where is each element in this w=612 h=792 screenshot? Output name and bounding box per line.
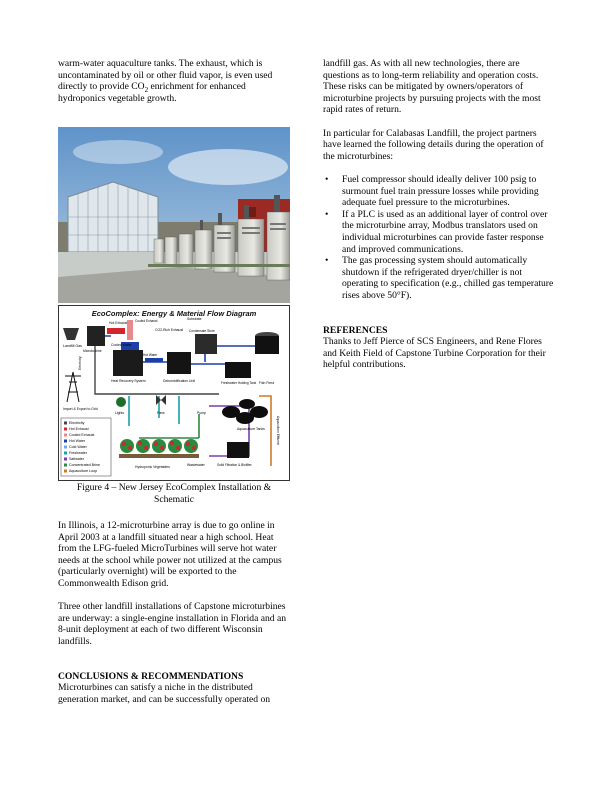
- label-microturbine: Microturbine: [83, 349, 102, 353]
- bullet-icon: •: [325, 208, 329, 220]
- label-wastewater: Wastewater: [187, 463, 205, 467]
- legend-label: Hot Exhaust: [69, 427, 89, 431]
- diagram-svg: [59, 306, 289, 480]
- legend-swatch: [64, 428, 67, 431]
- diagram-title: EcoComplex: Energy & Material Flow Diagram: [91, 309, 257, 318]
- label-heat-recovery: Heat Recovery System: [111, 379, 146, 383]
- legend-label: Aquaculture Loop: [69, 469, 98, 473]
- paragraph-references: Thanks to Jeff Pierce of SCS Engineers, and Rene Flores and Keith Field of Capstone Turbine Corporation for their helpful contributions.: [323, 336, 546, 371]
- label-lights: Lights: [115, 411, 125, 415]
- photo-illustration: [58, 127, 290, 303]
- legend-label: Cold Water: [69, 445, 87, 449]
- legend-swatch: [64, 458, 67, 461]
- list-item: • The gas processing system should automatically shutdown if the refrigerated dryer/chiller is not operating to specification (e.g., chilled gas temperature rises above 50°F).: [325, 255, 554, 301]
- legend-swatch: [64, 446, 67, 449]
- label-electricity: Electricity: [78, 356, 82, 370]
- legend-swatch: [64, 452, 67, 455]
- label-co2-rich: CO2-Rich Exhaust: [155, 328, 184, 332]
- legend-label: Concentrated Brine: [69, 463, 100, 467]
- label-cooled-water: Cooled Water: [111, 343, 132, 347]
- heading-conclusions: CONCLUSIONS & RECOMMENDATIONS: [58, 670, 244, 682]
- figure-caption: Figure 4 – New Jersey EcoComplex Installation & Schematic: [76, 482, 272, 505]
- label-landfill-gas: Landfill Gas: [63, 344, 82, 348]
- paragraph-other-installations: Three other landfill installations of Capstone microturbines are underway: a single-engine installation in Florida and an 8-unit deployment at each of two different Wisconsin landfills.: [58, 601, 287, 647]
- bullet-icon: •: [325, 173, 329, 185]
- label-export: Import & Export to Grid: [63, 407, 98, 411]
- label-cooled-exhaust: Cooled Exhaust: [135, 319, 158, 323]
- left-column-top: [58, 58, 290, 104]
- legend-label: Hot Water: [69, 439, 86, 443]
- lessons-list: [323, 174, 555, 302]
- label-fish-feed: Fish Feed: [259, 381, 275, 385]
- label-hydroponic: Hydroponic Vegetables: [135, 465, 170, 469]
- left-column-bottom: [58, 520, 290, 706]
- label-hot-exhaust: Hot Exhaust: [109, 321, 128, 325]
- heading-references: REFERENCES: [323, 324, 388, 336]
- legend-swatch: [64, 470, 67, 473]
- label-aquaculture: Aquaculture Tanks: [237, 427, 265, 431]
- label-substrate: Substrate: [187, 317, 202, 321]
- label-pump: Pump: [197, 411, 206, 415]
- right-column: [323, 58, 555, 371]
- label-condensate: Condensate Store: [189, 329, 215, 333]
- hydroponic-plants: [119, 439, 199, 458]
- paragraph-calabasas: In particular for Calabasas Landfill, the project partners have learned the following details during the operation of the microturbines:: [323, 127, 544, 162]
- legend-swatch: [64, 464, 67, 467]
- legend-label: Cooled Exhaust: [69, 433, 95, 437]
- paragraph-illinois: In Illinois, a 12-microturbine array is due to go online in April 2003 at a landfill situated near a high school. Heat from the LFG-fueled MicroTurbines will serve hot water needs at the school while power not utilized at the campus (particularly overnight) will be exported to the Commonwealth Edison grid.: [58, 520, 282, 589]
- paragraph-conclusions: Microturbines can satisfy a niche in the distributed generation market, and can be successfully operated on: [58, 682, 271, 705]
- installation-photo: [58, 127, 290, 303]
- legend-label: Freshwater: [69, 451, 87, 455]
- legend-swatch: [64, 434, 67, 437]
- label-hot-water: Hot Water: [143, 353, 158, 357]
- list-item: • If a PLC is used as an additional layer of control over the microturbine array, Modbus translators used on individual microturbines can provide faster response and improved communications.: [325, 208, 548, 255]
- legend-swatch: [64, 440, 67, 443]
- legend-swatch: [64, 422, 67, 425]
- label-dehumidification: Dehumidification Unit: [163, 379, 196, 383]
- legend-label: Saltwater: [69, 457, 84, 461]
- paragraph-aquaculture: warm-water aquaculture tanks. The exhaust, which is uncontaminated by oil or other fluid vapor, is even used directly to provide $CO_2$ enrichment for enhanced hydroponics vegetable growth.: [58, 58, 273, 104]
- legend-label: Electricity: [69, 421, 85, 425]
- label-solid-filtration: Solid Filtration & Biofilter: [217, 463, 252, 467]
- diagram-legend: [61, 418, 111, 476]
- label-freshwater: Freshwater Holding Tank: [221, 381, 257, 385]
- bullet-icon: •: [325, 255, 329, 267]
- paragraph-landfill-gas: landfill gas. As with all new technologies, there are questions as to long-term reliability and operation costs. These risks can be mitigated by owners/operators of microturbine projects by pursuing projects with the most rapid rates of return.: [323, 58, 541, 116]
- list-item: • Fuel compressor should ideally deliver 100 psig to surmount fuel train pressure losses while providing adequate fuel pressure to the microturbines.: [325, 173, 539, 209]
- label-fans: Fans: [157, 411, 165, 415]
- ecocomplex-flow-diagram: [58, 305, 290, 481]
- label-effluent: Aquaculture Effluent: [276, 416, 280, 445]
